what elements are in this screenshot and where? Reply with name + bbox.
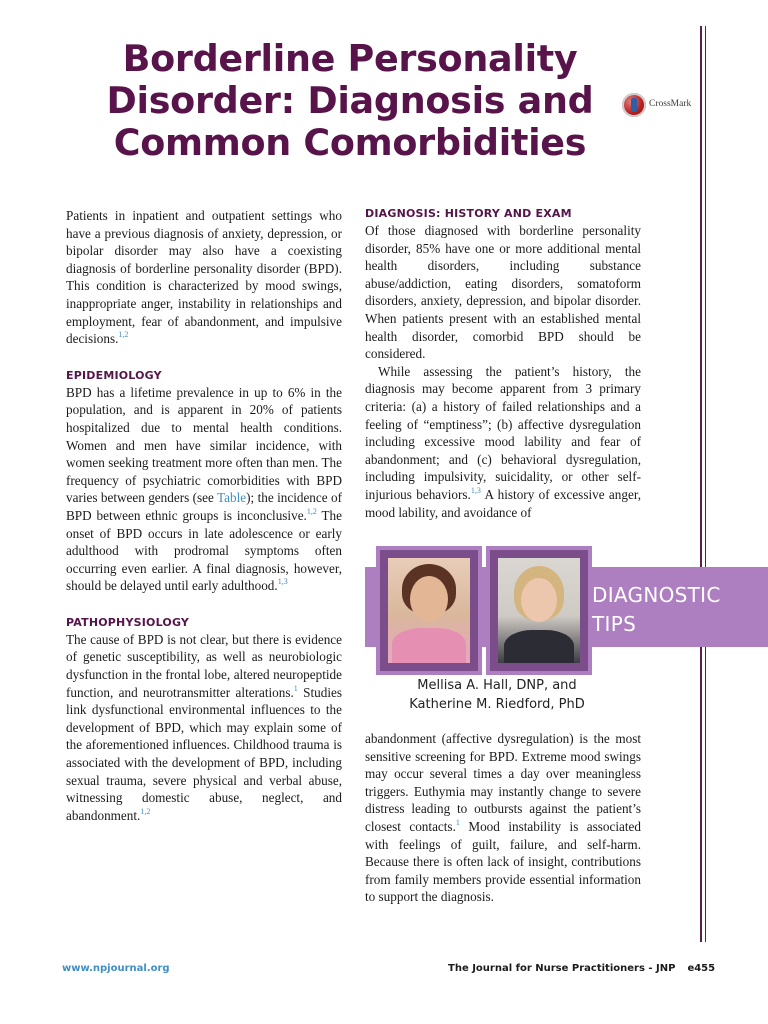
intro-paragraph bbox=[66, 207, 342, 348]
diagnosis-continued-paragraph bbox=[365, 730, 641, 906]
portrait-image bbox=[388, 558, 470, 663]
author-byline bbox=[392, 676, 602, 714]
epidemiology-text-1: BPD has a lifetime prevalence in up to 6% in the population, and is apparent in 20% of patients hospitalized due to mental health conditions. Women and men have similar incidence, with women seeking treatment more often than men. The frequency of psychiatric comorbidities with BPD varies between genders (see bbox=[66, 384, 342, 506]
journal-url-link[interactable]: www.npjournal.org bbox=[62, 963, 170, 974]
right-column-bottom bbox=[365, 730, 641, 906]
pathophysiology-text-1: The cause of BPD is not clear, but there is evidence of genetic susceptibility, as well as neurobiologic dysfunction in the frontal lobe, altered neuropeptide function, and neurotransmitter alterations. bbox=[66, 631, 342, 700]
epidemiology-paragraph bbox=[66, 384, 342, 595]
pathophysiology-heading: PATHOPHYSIOLOGY bbox=[66, 615, 190, 629]
diagnosis-paragraph-1: Of those diagnosed with borderline personality disorder, 85% have one or more additional mental health disorders, including substance abuse/addiction, eating disorders, somatoform disorders, anxiety, depression, and bipolar disorder. When patients present with an established mental health disorder, comorbid BPD should be considered. bbox=[365, 223, 641, 362]
pathophysiology-text-2: Studies link dysfunctional environmental influences to the development of BPD, which may explain some of the aforementioned influences. Childhood trauma is associated with the development of BPD, including sexual trauma, severe physical and verbal abuse, witnessing domestic abuse, neglect, and abandonment. bbox=[66, 684, 342, 823]
citation-link[interactable]: 1,2 bbox=[306, 506, 317, 516]
journal-name: The Journal for Nurse Practitioners - JNP bbox=[448, 963, 676, 974]
author-line-2: Katherine M. Riedford, PhD bbox=[409, 697, 585, 712]
left-column bbox=[66, 207, 342, 824]
diagnosis-text-2a: While assessing the patient’s history, the diagnosis may become apparent from 3 primary criteria: (a) a history of failed relationships and a feeling of “emptiness”; (b) affective dysregulation including excessive mood lability and fear of abandonment; and (c) behavioral dysregulation, including impulsivity, suicidality, or other self-injurious behaviors. bbox=[365, 363, 641, 502]
citation-link[interactable]: 1,2 bbox=[140, 806, 151, 816]
crossmark-badge[interactable] bbox=[622, 93, 702, 121]
portrait-image bbox=[498, 558, 580, 663]
banner-line-2: TIPS bbox=[592, 612, 637, 636]
crossmark-label: CrossMark bbox=[649, 99, 692, 109]
citation-link[interactable]: 1,2 bbox=[118, 330, 129, 340]
diagnosis-heading: DIAGNOSIS: HISTORY AND EXAM bbox=[365, 207, 572, 220]
diagnosis-paragraph-2 bbox=[365, 363, 641, 521]
citation-link[interactable]: 1 bbox=[455, 817, 460, 827]
intro-text: Patients in inpatient and outpatient settings who have a previous diagnosis of anxiety, depression, or bipolar disorder may also have a coexisting diagnosis of borderline personality disorder (BPD). This condition is characterized by mood swings, inappropriate anger, instability in relationships and employment, fear of abandonment, and impulsive decisions. bbox=[66, 208, 342, 347]
citation-link[interactable]: 1,3 bbox=[277, 577, 288, 587]
citation-link[interactable]: 1 bbox=[293, 683, 298, 693]
margin-rule-outer bbox=[700, 26, 702, 942]
author-line-1: Mellisa A. Hall, DNP, and bbox=[417, 678, 577, 693]
epidemiology-heading: EPIDEMIOLOGY bbox=[66, 368, 162, 382]
right-column-top bbox=[365, 206, 641, 521]
banner-line-1: DIAGNOSTIC bbox=[592, 583, 721, 607]
pathophysiology-paragraph bbox=[66, 631, 342, 825]
article-title bbox=[100, 38, 600, 164]
epidemiology-text-2: ); the incidence of BPD between ethnic groups is inconclusive. bbox=[66, 490, 342, 523]
banner-title bbox=[592, 581, 721, 639]
page-footer bbox=[448, 963, 715, 974]
epidemiology-text-3: The onset of BPD occurs in late adolescence or early adulthood with prodromal symptoms often occurring even earlier. A final diagnosis, however, should be delayed until early adulthood. bbox=[66, 507, 342, 594]
page-number: e455 bbox=[687, 963, 716, 974]
margin-rule-inner bbox=[705, 26, 706, 942]
citation-link[interactable]: 1,3 bbox=[470, 485, 481, 495]
diagnosis-continued-text-1: abandonment (affective dysregulation) is the most sensitive screening for BPD. Extreme mood swings may occur several times a day over meaningless triggers. Euthymia may instantly change to severe distress leading to outbursts against the patient’s closest contacts. bbox=[365, 731, 641, 834]
author-photo-hall bbox=[376, 546, 482, 675]
diagnosis-continued-text-2: Mood instability is associated with feelings of guilt, failure, and self-harm. Because there is often lack of insight, contributions from family members provide essential information to support the diagnosis. bbox=[365, 818, 641, 905]
title-line-1: Borderline Personality bbox=[122, 37, 578, 80]
author-photo-riedford bbox=[486, 546, 592, 675]
diagnosis-text-2b: A history of excessive anger, mood lability, and avoidance of bbox=[365, 486, 641, 520]
table-link[interactable]: Table bbox=[217, 490, 247, 506]
crossmark-icon bbox=[622, 93, 646, 117]
title-line-3: Common Comorbidities bbox=[113, 121, 587, 164]
title-line-2: Disorder: Diagnosis and bbox=[106, 79, 594, 122]
